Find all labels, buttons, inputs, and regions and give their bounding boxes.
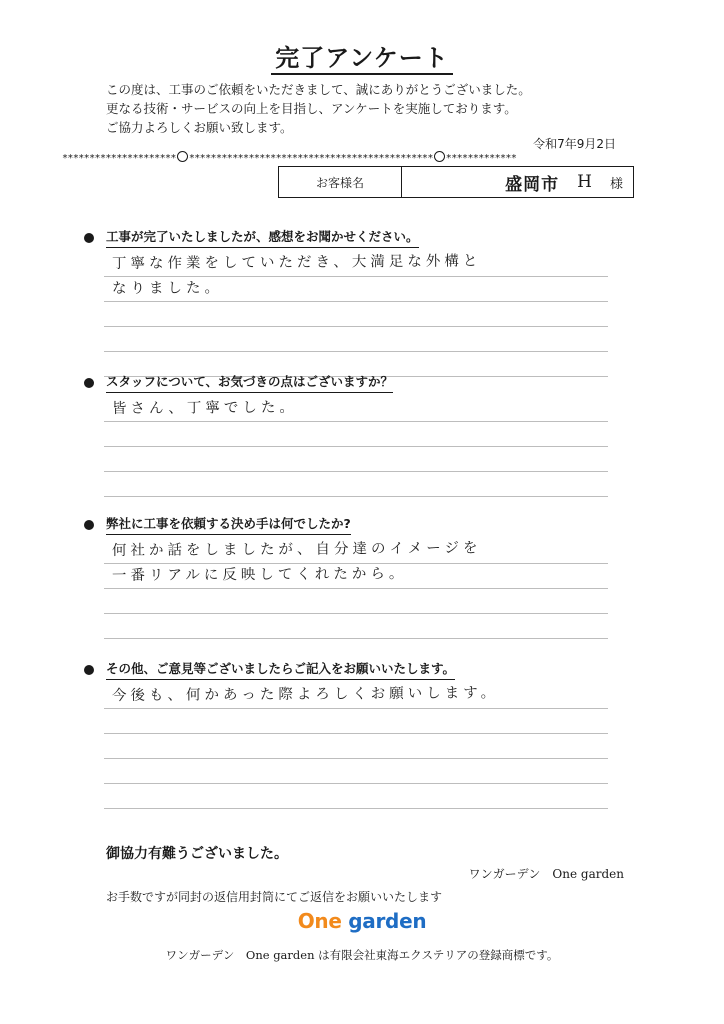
- answer-line: [104, 277, 608, 302]
- bullet-icon: [84, 665, 94, 675]
- bullet-icon: [84, 378, 94, 388]
- handwritten-answer: なりました。: [111, 280, 223, 298]
- star-divider: ********************* ********************************************* *************: [62, 153, 517, 163]
- thanks-message: 御協力有難うございました。: [106, 846, 288, 862]
- intro-line: 更なる技術・サービスの向上を目指し、アンケートを実施しております。: [106, 101, 517, 116]
- answer-line: [104, 447, 608, 472]
- answer-line: [104, 784, 608, 809]
- ring-mark: [434, 151, 445, 162]
- survey-date: 令和7年9月2日: [533, 137, 616, 151]
- answer-line: [104, 684, 608, 709]
- page-title: 完了アンケート: [0, 38, 724, 73]
- answer-area: [104, 539, 608, 639]
- handwritten-answer: 何社か話をしましたが、自分達のイメージを: [111, 540, 482, 559]
- intro-line: ご協力よろしくお願い致します。: [106, 120, 293, 135]
- ring-mark: [177, 151, 188, 162]
- answer-line: [104, 589, 608, 614]
- trademark-footer: ワンガーデン One garden は有限会社東海エクステリアの登録商標です。: [165, 948, 559, 962]
- answer-line: [104, 539, 608, 564]
- answer-line: [104, 397, 608, 422]
- handwritten-answer: 一番リアルに反映してくれたから。: [111, 565, 408, 584]
- handwritten-answer: 皆さん、丁寧でした。: [111, 399, 298, 418]
- answer-area: [104, 397, 608, 497]
- question-3: [84, 514, 624, 639]
- question-1: [84, 227, 624, 377]
- question-text: 工事が完了いたしましたが、感想をお聞かせください。: [106, 227, 419, 248]
- answer-line: [104, 614, 608, 639]
- bullet-icon: [84, 520, 94, 530]
- honorific: 様: [609, 176, 623, 192]
- answer-line: [104, 709, 608, 734]
- intro-text: [106, 80, 531, 137]
- handwritten-answer: 今後も、何かあった際よろしくお願いします。: [111, 685, 500, 704]
- company-name: ワンガーデン One garden: [468, 867, 624, 881]
- logo-word-one: One: [297, 909, 342, 933]
- answer-line: [104, 759, 608, 784]
- answer-area: [104, 252, 608, 377]
- one-garden-logo: [0, 909, 724, 933]
- answer-line: [104, 252, 608, 277]
- question-text: スタッフについて、お気づきの点はございますか？: [106, 372, 393, 393]
- answer-line: [104, 564, 608, 589]
- bullet-icon: [84, 233, 94, 243]
- question-text: 弊社に工事を依頼する決め手は何でしたか?: [106, 514, 351, 535]
- answer-line: [104, 327, 608, 352]
- answer-area: [104, 684, 608, 809]
- customer-name-value: [402, 167, 633, 197]
- handwritten-answer: 丁寧な作業をしていただき、大満足な外構と: [111, 253, 482, 273]
- answer-line: [104, 422, 608, 447]
- answer-line: [104, 302, 608, 327]
- return-note: お手数ですが同封の返信用封筒にてご返信をお願いいたします: [106, 890, 443, 904]
- answer-line: [104, 734, 608, 759]
- customer-city: 盛岡市: [505, 174, 560, 195]
- question-2: [84, 372, 624, 497]
- intro-line: この度は、工事のご依頼をいただきまして、誠にありがとうございました。: [106, 82, 531, 97]
- answer-line: [104, 472, 608, 497]
- question-4: [84, 659, 624, 809]
- logo-word-garden: garden: [348, 909, 427, 933]
- customer-initial: H: [577, 172, 592, 192]
- question-text: その他、ご意見等ございましたらご記入をお願いいたします。: [106, 659, 455, 680]
- customer-name-box: [278, 166, 634, 198]
- customer-name-label: お客様名: [279, 167, 402, 197]
